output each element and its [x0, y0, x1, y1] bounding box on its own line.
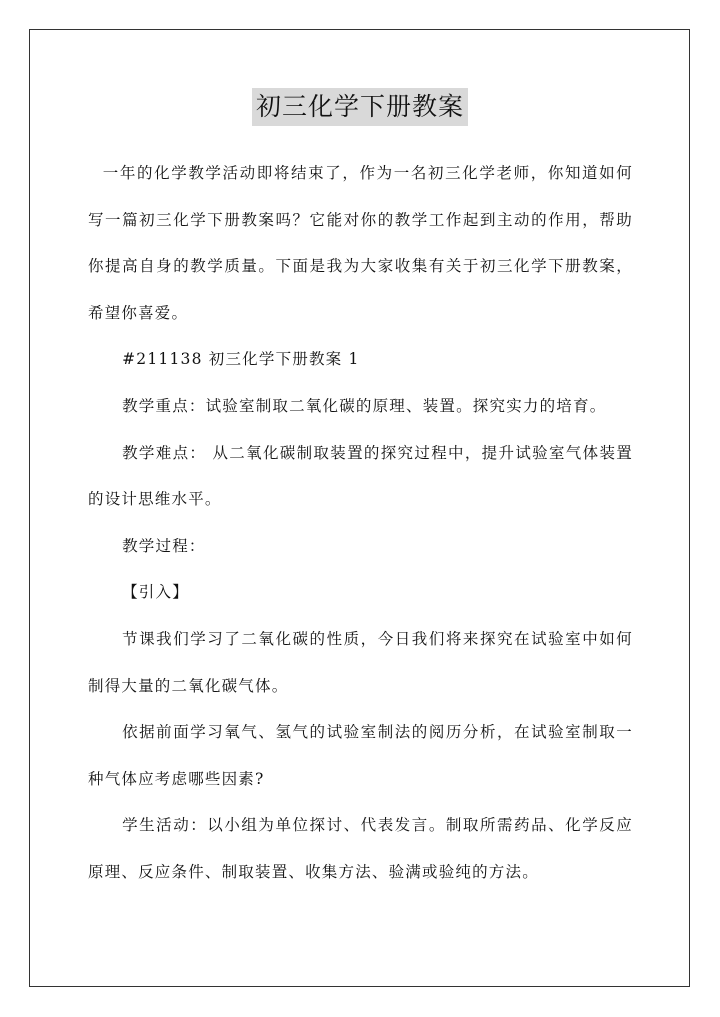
- teaching-difficulty: 教学难点： 从二氧化碳制取装置的探究过程中，提升试验室气体装置的设计思维水平。: [88, 443, 633, 509]
- student-activity-paragraph: 学生活动：以小组为单位探讨、代表发言。制取所需药品、化学反应原理、反应条件、制取装置、收集方法、验满或验纯的方法。: [88, 816, 633, 881]
- title-container: [0, 88, 720, 126]
- body-paragraph: 依据前面学习氧气、氢气的试验室制法的阅历分析，在试验室制取一种气体应考虑哪些因素?: [88, 723, 633, 788]
- section-heading: #211138 初三化学下册教案 1: [122, 350, 360, 369]
- intro-paragraph: 一年的化学教学活动即将结束了，作为一名初三化学老师，你知道如何写一篇初三化学下册教案吗？它能对你的教学工作起到主动的作用，帮助你提高自身的教学质量。下面是我为大家收集有关于初三化学下册教案，希望你喜爱。: [88, 164, 633, 322]
- body-paragraph: 节课我们学习了二氧化碳的性质，今日我们将来探究在试验室中如何制得大量的二氧化碳气体。: [88, 629, 633, 695]
- document-title: 初三化学下册教案: [252, 88, 468, 126]
- teaching-focus: 教学重点：试验室制取二氧化碳的原理、装置。探究实力的培育。: [122, 396, 607, 415]
- teaching-process-heading: 教学过程：: [122, 536, 206, 555]
- introduction-heading: 【引入】: [122, 583, 189, 602]
- document-body: [88, 150, 633, 896]
